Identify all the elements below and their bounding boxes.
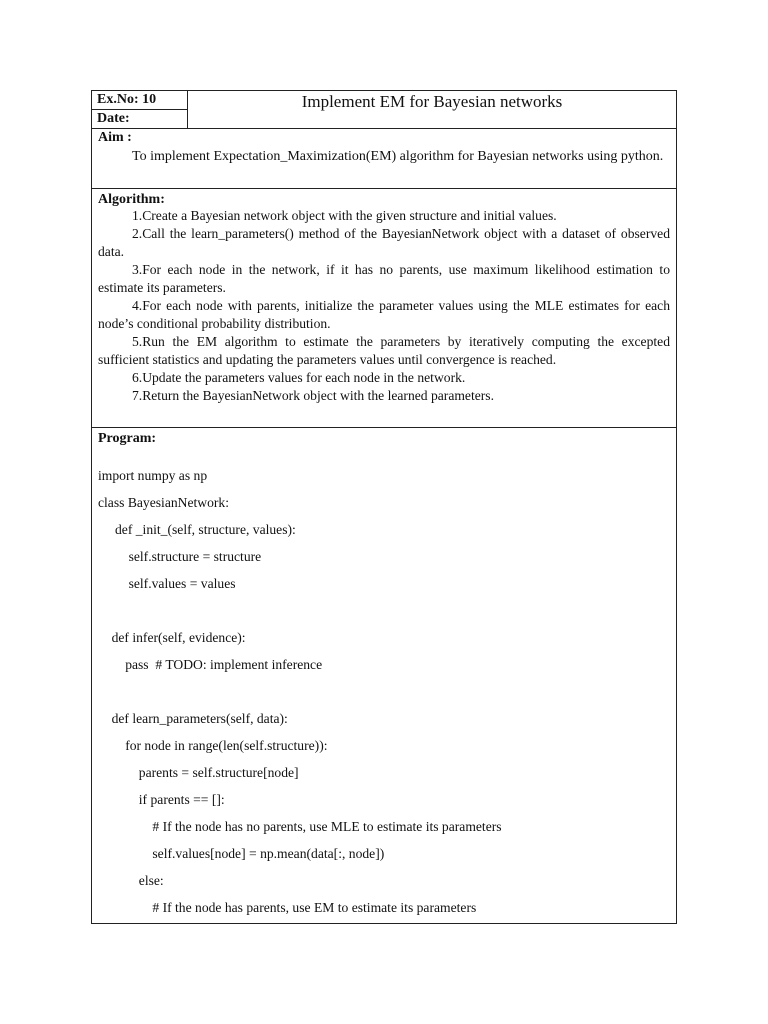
algorithm-section (92, 189, 676, 428)
code-line: self.structure = structure (98, 549, 262, 564)
code-line: def learn_parameters(self, data): (98, 711, 288, 726)
program-heading: Program: (98, 431, 157, 446)
algorithm-step: 5.Run the EM algorithm to estimate the parameters by iteratively computing the excepted sufficient statistics and updating the parameters values until convergence is reached. (98, 334, 670, 367)
algorithm-heading: Algorithm: (98, 192, 165, 207)
algorithm-steps (98, 207, 670, 405)
code-line: else: (98, 873, 164, 888)
algorithm-step: 2.Call the learn_parameters() method of the BayesianNetwork object with a dataset of observed data. (98, 226, 670, 259)
aim-text: To implement Expectation_Maximization(EM) algorithm for Bayesian networks using python. (132, 149, 664, 164)
code-line: # If the node has no parents, use MLE to estimate its parameters (98, 819, 502, 834)
code-line: def infer(self, evidence): (98, 630, 246, 645)
aim-heading: Aim : (98, 130, 132, 145)
exercise-sheet (91, 90, 677, 924)
code-line: # If the node has parents, use EM to estimate its parameters (98, 900, 477, 915)
header-meta-cell (92, 91, 188, 128)
algorithm-step: 1.Create a Bayesian network object with the given structure and initial values. (132, 208, 557, 223)
header-row (92, 91, 676, 129)
code-line: import numpy as np (98, 468, 208, 483)
algorithm-step: 3.For each node in the network, if it has no parents, use maximum likelihood estimation to estimate its parameters. (98, 262, 670, 295)
code-line (98, 683, 670, 710)
program-code (98, 467, 670, 926)
date-label: Date: (97, 111, 130, 126)
code-line: class BayesianNetwork: (98, 495, 229, 510)
exercise-number: Ex.No: 10 (97, 92, 157, 107)
code-line (98, 602, 670, 629)
program-section (92, 428, 676, 923)
code-line: def _init_(self, structure, values): (98, 522, 296, 537)
code-line: self.values = values (98, 576, 236, 591)
code-line: if parents == []: (98, 792, 225, 807)
code-line: for node in range(len(self.structure)): (98, 738, 328, 753)
code-line: parents = self.structure[node] (98, 765, 299, 780)
code-line: pass # TODO: implement inference (98, 657, 323, 672)
algorithm-step: 6.Update the parameters values for each node in the network. (132, 370, 466, 385)
exercise-title: Implement EM for Bayesian networks (301, 92, 563, 111)
code-line: self.values[node] = np.mean(data[:, node]) (98, 846, 385, 861)
aim-section (92, 128, 676, 189)
algorithm-step: 4.For each node with parents, initialize the parameter values using the MLE estimates for each node’s conditional probability distribution. (98, 298, 670, 331)
algorithm-step: 7.Return the BayesianNetwork object with the learned parameters. (132, 388, 494, 403)
